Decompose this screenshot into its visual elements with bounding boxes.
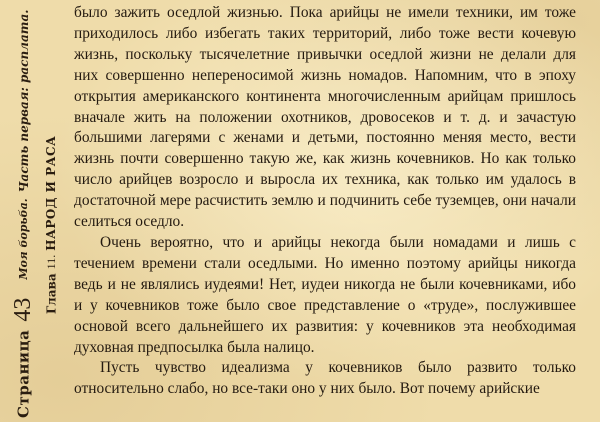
chapter-title: НАРОД И РАСА	[44, 135, 59, 251]
page-header-line-1	[10, 9, 40, 418]
paragraph-3: Пусть чувство идеализма у кочевников было развито только относительно слабо, но все-таки оно у них было. Вот почему арийские	[74, 359, 576, 398]
page-header-vertical	[10, 9, 62, 418]
page-label: Страница	[14, 329, 33, 418]
chapter-number: 11.	[43, 254, 58, 270]
paragraph-2: Очень вероятно, что и арийцы некогда были номадами и лишь с течением времени стали оседлыми. Но именно поэтому арийцы никогда ведь и не являлись иудеями! Нет, иудеи никогда не были кочевниками, ибо и у кочевников тоже было свое представление о «труде», послужившее основой всего дальнейшего их развития: у кочевников эта необходимая духовная предпосылка была налицо.	[74, 233, 576, 356]
page-header-rotated	[10, 9, 62, 418]
part-title: Часть первая: расплата.	[16, 9, 31, 193]
paragraph-1: было зажить оседлой жизнью. Пока арийцы не имели техники, им тоже приходилось либо избегать таких территорий, либо тоже вести кочевую жизнь, поскольку тысячелетние привычки оседлой жизни не делали для них совершенно непереносимой жизнь номадов. Напомним, что в эпоху открытия американского континента многочисленным арийцам пришлось вначале жить на положении охотников, дровосеков и т. д. и зачастую большими лагерями с женами и детьми, постоянно меняя место, вести жизнь почти совершенно такую же, как жизнь кочевников. Но как только число арийцев возросло и выросла их техника, как только им удалось в достаточной мере расчистить землю и подчинить себе туземцев, они начали селиться оседло.	[74, 4, 576, 231]
body-text	[74, 3, 576, 400]
chapter-label: Глава	[44, 273, 59, 314]
page-number: 43	[10, 297, 36, 322]
book-title: Моя борьба.	[17, 198, 30, 280]
page-header-line-2	[42, 18, 62, 418]
